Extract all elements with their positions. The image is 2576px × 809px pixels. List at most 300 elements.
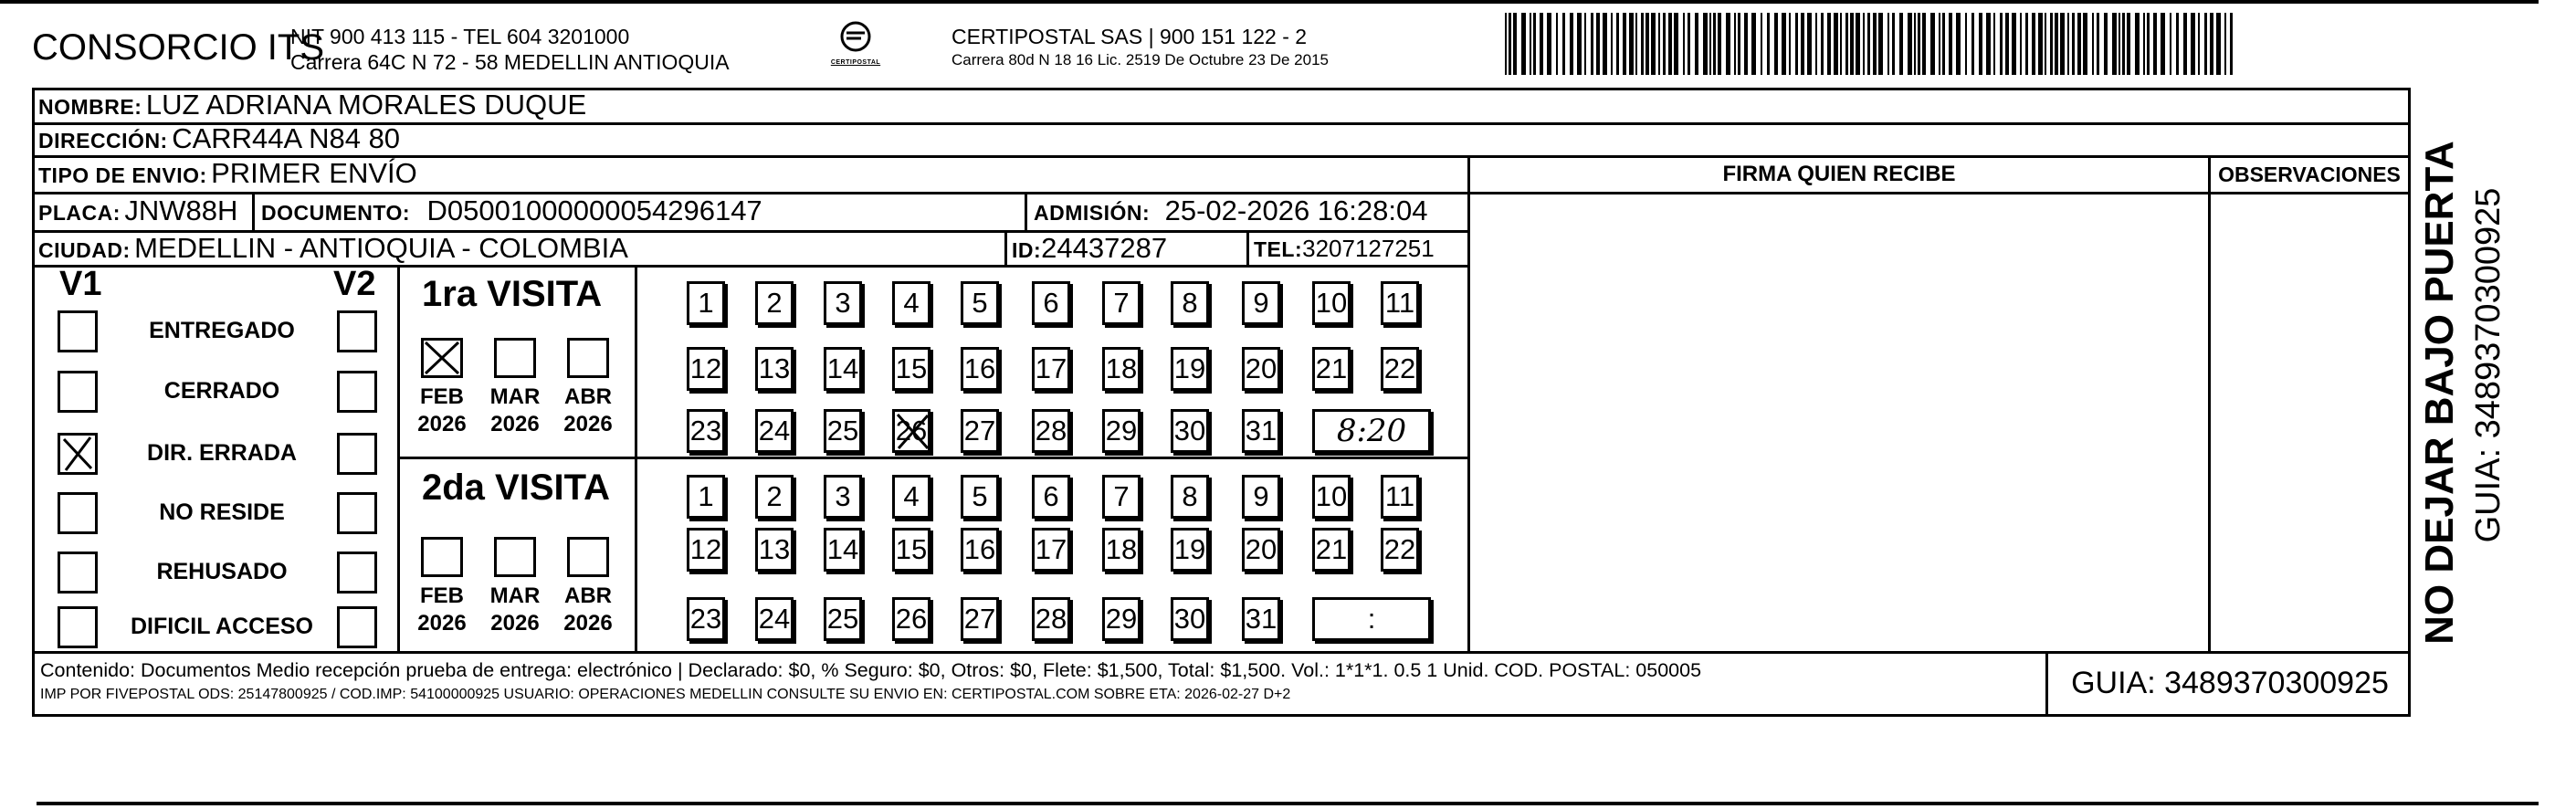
- day-box[interactable]: [1381, 347, 1419, 391]
- tel-row: [1254, 230, 1435, 271]
- logo-icon: [836, 20, 876, 55]
- month-label: [556, 583, 620, 637]
- v1-checkbox[interactable]: [58, 492, 98, 534]
- status-option-label: NO RESIDE: [159, 499, 285, 525]
- day-box[interactable]: [1312, 475, 1351, 519]
- barcode-bar: [2198, 13, 2200, 75]
- day-box[interactable]: [1102, 281, 1141, 325]
- barcode-bar: [1703, 13, 1708, 75]
- observations-header: OBSERVACIONES: [2218, 163, 2401, 186]
- day-box[interactable]: [961, 281, 999, 325]
- barcode-bar: [1856, 13, 1860, 75]
- day-box[interactable]: [1032, 347, 1070, 391]
- day-number: 8: [1182, 287, 1198, 319]
- day-box[interactable]: [687, 475, 725, 519]
- month-name: FEB: [420, 583, 464, 608]
- v1-label: V1: [59, 265, 102, 303]
- month-year: 2026: [563, 412, 613, 436]
- day-box[interactable]: [1032, 281, 1070, 325]
- barcode-bar: [2204, 13, 2207, 75]
- status-option-label: DIR. ERRADA: [147, 440, 297, 466]
- barcode-bar: [1801, 13, 1804, 75]
- v1-checkbox[interactable]: [58, 606, 98, 648]
- day-number: 4: [903, 480, 920, 512]
- day-box[interactable]: [1171, 347, 1209, 391]
- plate-value: JNW88H: [124, 194, 238, 226]
- imp-line: IMP POR FIVEPOSTAL ODS: 25147800925 / COD.IMP: 54100000925 USUARIO: OPERACIONES MEDELLIN CONSULTE SU ENVIO EN: CERTIPOSTAL.COM SOBRE ETA: 2026-02-27 D+2: [40, 687, 1291, 702]
- day-number: 28: [1035, 603, 1067, 635]
- barcode-bar: [1577, 13, 1582, 75]
- barcode: [1505, 13, 2235, 75]
- day-number: 4: [903, 287, 920, 319]
- day-box[interactable]: [1242, 597, 1280, 641]
- barcode-bar: [1603, 13, 1607, 75]
- col-line: [252, 192, 255, 232]
- col-line: [2208, 155, 2211, 654]
- day-number: 6: [1043, 287, 1059, 319]
- day-number: 27: [963, 415, 996, 447]
- col-line: [32, 88, 35, 717]
- day-box[interactable]: [1032, 475, 1070, 519]
- barcode-bar: [1863, 13, 1865, 75]
- barcode-bar: [2097, 13, 2099, 75]
- day-number: 12: [689, 533, 722, 565]
- barcode-bar: [1611, 13, 1613, 75]
- side-warning: NO DEJAR BAJO PUERTA: [2417, 141, 2462, 645]
- barcode-bar: [2170, 13, 2171, 75]
- month-name: ABR: [564, 384, 612, 409]
- barcode-bar: [2077, 13, 2081, 75]
- status-option-label: DIFICIL ACCESO: [130, 614, 313, 639]
- barcode-bar: [2127, 13, 2130, 75]
- barcode-bar: [1509, 13, 1511, 75]
- status-option-label: CERRADO: [163, 378, 280, 404]
- day-box[interactable]: [1242, 347, 1280, 391]
- address-value: CARR44A N84 80: [172, 122, 401, 154]
- barcode-bar: [1547, 13, 1551, 75]
- top-edge: [0, 0, 2539, 4]
- month-year: 2026: [490, 611, 540, 636]
- day-number: 31: [1245, 415, 1277, 447]
- logo-text: CERTIPOSTAL: [830, 59, 881, 66]
- month-label: [410, 583, 474, 637]
- document-row: [261, 192, 762, 236]
- day-box[interactable]: [1171, 475, 1209, 519]
- barcode-bar: [1939, 13, 1940, 75]
- month-year: 2026: [417, 611, 467, 636]
- barcode-bar: [1922, 13, 1926, 75]
- day-number: 9: [1253, 287, 1269, 319]
- barcode-bar: [1616, 13, 1619, 75]
- barcode-bar: [1930, 13, 1935, 75]
- month-checkbox[interactable]: [494, 537, 536, 577]
- barcode-bar: [2025, 13, 2028, 75]
- barcode-bar: [2119, 13, 2120, 75]
- second-visit-title: 2da VISITA: [422, 468, 610, 508]
- day-number: 30: [1173, 603, 1206, 635]
- day-box[interactable]: [1312, 347, 1351, 391]
- visit-divider: [397, 457, 1470, 459]
- barcode-bar: [1840, 13, 1842, 75]
- check-mark-icon: [424, 341, 460, 375]
- barcode-bar: [1584, 13, 1586, 75]
- barcode-bar: [1533, 13, 1536, 75]
- day-number: 26: [895, 603, 928, 635]
- barcode-bar: [2032, 13, 2035, 75]
- col-line: [1246, 230, 1249, 267]
- day-box[interactable]: [961, 475, 999, 519]
- day-number: 11: [1384, 480, 1415, 512]
- barcode-bar: [1713, 13, 1716, 75]
- barcode-bar: [1718, 13, 1721, 75]
- barcode-bar: [2060, 13, 2065, 75]
- day-box[interactable]: [1381, 281, 1419, 325]
- day-number: 7: [1113, 287, 1130, 319]
- day-box[interactable]: [1171, 528, 1209, 572]
- day-number: 8: [1182, 480, 1198, 512]
- month-year: 2026: [490, 412, 540, 436]
- day-box[interactable]: [755, 347, 794, 391]
- day-box[interactable]: [961, 597, 999, 641]
- courier-address: Carrera 80d N 18 16 Lic. 2519 De Octubre 23 De 2015: [952, 51, 1329, 68]
- day-box[interactable]: [892, 409, 931, 453]
- day-number: 7: [1113, 480, 1130, 512]
- barcode-bar: [2143, 13, 2145, 75]
- day-number: 21: [1315, 352, 1348, 384]
- courier-info: [952, 24, 1329, 71]
- day-box[interactable]: [1032, 409, 1070, 453]
- month-year: 2026: [417, 412, 467, 436]
- day-number: 22: [1383, 533, 1416, 565]
- day-box[interactable]: [1171, 597, 1209, 641]
- barcode-bar: [2183, 13, 2187, 75]
- barcode-bar: [1562, 13, 1565, 75]
- day-number: 18: [1105, 533, 1138, 565]
- v2-checkbox[interactable]: [337, 552, 377, 594]
- barcode-bar: [1738, 13, 1740, 75]
- day-box[interactable]: [1032, 597, 1070, 641]
- day-box[interactable]: [824, 597, 862, 641]
- barcode-bar: [1505, 13, 1507, 75]
- barcode-bar: [1867, 13, 1870, 75]
- barcode-bar: [1513, 13, 1517, 75]
- barcode-bar: [1530, 13, 1531, 75]
- address-label: DIRECCIÓN:: [38, 129, 168, 152]
- barcode-bar: [1635, 13, 1637, 75]
- barcode-bar: [2000, 13, 2003, 75]
- barcode-bar: [2020, 13, 2022, 75]
- barcode-bar: [2224, 13, 2226, 75]
- day-number: 31: [1245, 603, 1277, 635]
- barcode-bar: [1971, 13, 1974, 75]
- v2-checkbox[interactable]: [337, 492, 377, 534]
- day-box[interactable]: [687, 281, 725, 325]
- barcode-bar: [1942, 13, 1945, 75]
- day-number: 27: [963, 603, 996, 635]
- signature-header: FIRMA QUIEN RECIBE: [1722, 162, 1956, 186]
- barcode-bar: [1908, 13, 1912, 75]
- day-number: 26: [895, 415, 928, 447]
- barcode-bar: [2092, 13, 2094, 75]
- content-line: Contenido: Documentos Medio recepción prueba de entrega: electrónico | Declarado: $0, % Seguro: $0, Otros: $0, Flete: $1,500, Total: $1,500. Vol.: 1*1*1. 0.5 1 Unid. COD. POSTAL: 050005: [40, 659, 1702, 681]
- day-box[interactable]: [1242, 475, 1280, 519]
- day-number: 9: [1253, 480, 1269, 512]
- day-number: 24: [758, 415, 791, 447]
- month-label: [556, 383, 620, 438]
- barcode-bar: [1761, 13, 1762, 75]
- col-line: [397, 265, 400, 653]
- day-box[interactable]: [687, 347, 725, 391]
- barcode-bar: [1651, 13, 1656, 75]
- day-number: 21: [1315, 533, 1348, 565]
- day-box[interactable]: [755, 409, 794, 453]
- day-box[interactable]: [961, 528, 999, 572]
- col-line: [1467, 155, 1470, 654]
- barcode-bar: [2012, 13, 2016, 75]
- day-box[interactable]: [824, 409, 862, 453]
- barcode-bar: [1521, 13, 1526, 75]
- barcode-bar: [1663, 13, 1666, 75]
- barcode-bar: [2072, 13, 2075, 75]
- day-number: 5: [972, 287, 988, 319]
- first-visit-title: 1ra VISITA: [422, 274, 603, 314]
- time-box[interactable]: [1312, 597, 1431, 641]
- day-number: 17: [1035, 352, 1067, 384]
- bottom-edge: [37, 802, 2539, 805]
- day-box[interactable]: [892, 475, 931, 519]
- barcode-bar: [2083, 13, 2087, 75]
- type-value: PRIMER ENVÍO: [211, 157, 417, 189]
- barcode-bar: [1949, 13, 1952, 75]
- day-box[interactable]: [824, 281, 862, 325]
- col-line: [1004, 230, 1007, 267]
- v1-checkbox[interactable]: [58, 310, 98, 352]
- status-option-label: ENTREGADO: [149, 318, 295, 343]
- side-guia: GUIA: 3489370300925: [2469, 187, 2508, 543]
- barcode-bar: [1744, 13, 1748, 75]
- day-box[interactable]: [755, 281, 794, 325]
- day-box[interactable]: [892, 347, 931, 391]
- day-box[interactable]: [1102, 409, 1141, 453]
- barcode-bar: [2176, 13, 2179, 75]
- status-option-label: REHUSADO: [156, 559, 288, 584]
- day-number: 11: [1384, 287, 1415, 319]
- day-number: 19: [1173, 352, 1206, 384]
- day-number: 13: [758, 352, 791, 384]
- day-number: 25: [826, 415, 859, 447]
- barcode-bar: [2038, 13, 2043, 75]
- barcode-bar: [1596, 13, 1600, 75]
- time-value: 8:20: [1336, 413, 1407, 449]
- barcode-bar: [1815, 13, 1817, 75]
- id-label: ID:: [1012, 238, 1042, 262]
- id-value: 24437287: [1041, 232, 1168, 264]
- month-label: [410, 383, 474, 438]
- day-box[interactable]: [961, 409, 999, 453]
- day-number: 10: [1315, 480, 1348, 512]
- day-box[interactable]: [755, 597, 794, 641]
- barcode-bar: [2050, 13, 2053, 75]
- barcode-bar: [1827, 13, 1831, 75]
- day-box[interactable]: [1102, 347, 1141, 391]
- day-number: 29: [1105, 603, 1138, 635]
- day-number: 15: [895, 533, 928, 565]
- month-label: [483, 583, 547, 637]
- barcode-bar: [1993, 13, 1995, 75]
- barcode-bar: [2147, 13, 2150, 75]
- v2-checkbox[interactable]: [337, 310, 377, 352]
- tel-label: TEL:: [1254, 237, 1303, 261]
- v1-checkbox[interactable]: [58, 433, 98, 475]
- day-number: 1: [698, 480, 714, 512]
- barcode-bar: [1774, 13, 1778, 75]
- day-box[interactable]: [1312, 281, 1351, 325]
- barcode-bar: [1556, 13, 1558, 75]
- day-box[interactable]: [755, 528, 794, 572]
- barcode-bar: [1726, 13, 1730, 75]
- footer-guia: GUIA: 3489370300925: [2071, 666, 2389, 700]
- barcode-bar: [1892, 13, 1895, 75]
- day-box[interactable]: [1102, 528, 1141, 572]
- barcode-bar: [2230, 13, 2233, 75]
- day-number: 20: [1245, 533, 1277, 565]
- day-box[interactable]: [1171, 409, 1209, 453]
- barcode-bar: [1629, 13, 1634, 75]
- day-number: 16: [963, 352, 996, 384]
- barcode-bar: [1668, 13, 1672, 75]
- day-box[interactable]: [824, 347, 862, 391]
- day-box[interactable]: [1171, 281, 1209, 325]
- day-number: 13: [758, 533, 791, 565]
- col-header-line: [1470, 192, 2411, 194]
- tel-value: 3207127251: [1302, 235, 1435, 262]
- barcode-bar: [2045, 13, 2046, 75]
- day-box[interactable]: [687, 528, 725, 572]
- day-box[interactable]: [1381, 475, 1419, 519]
- barcode-bar: [1709, 13, 1711, 75]
- barcode-bar: [1887, 13, 1889, 75]
- barcode-bar: [1979, 13, 1982, 75]
- day-box[interactable]: [755, 475, 794, 519]
- day-number: 28: [1035, 415, 1067, 447]
- plate-label: PLACA:: [38, 201, 121, 225]
- time-value: :: [1367, 603, 1376, 635]
- barcode-bar: [1918, 13, 1920, 75]
- barcode-bar: [1821, 13, 1824, 75]
- barcode-bar: [1899, 13, 1903, 75]
- month-year: 2026: [563, 611, 613, 636]
- day-number: 2: [766, 287, 783, 319]
- day-box[interactable]: [892, 597, 931, 641]
- document-value: D05001000000054296147: [426, 194, 762, 226]
- day-number: 24: [758, 603, 791, 635]
- barcode-bar: [2104, 13, 2108, 75]
- admission-value: 25-02-2026 16:28:04: [1164, 194, 1428, 226]
- day-box[interactable]: [687, 409, 725, 453]
- day-box[interactable]: [1381, 528, 1419, 572]
- barcode-bar: [1734, 13, 1736, 75]
- v2-checkbox[interactable]: [337, 606, 377, 648]
- month-checkbox[interactable]: [567, 338, 609, 378]
- day-box[interactable]: [1032, 528, 1070, 572]
- barcode-bar: [2112, 13, 2117, 75]
- barcode-bar: [1658, 13, 1660, 75]
- barcode-bar: [1956, 13, 1961, 75]
- day-box[interactable]: [687, 597, 725, 641]
- v1-checkbox[interactable]: [58, 552, 98, 594]
- barcode-bar: [1873, 13, 1877, 75]
- barcode-bar: [1683, 13, 1685, 75]
- day-number: 3: [835, 287, 851, 319]
- month-checkbox[interactable]: [567, 537, 609, 577]
- month-checkbox[interactable]: [494, 338, 536, 378]
- v2-checkbox[interactable]: [337, 371, 377, 413]
- day-number: 15: [895, 352, 928, 384]
- day-number: 18: [1105, 352, 1138, 384]
- day-box[interactable]: [1102, 475, 1141, 519]
- city-label: CIUDAD:: [38, 238, 131, 262]
- day-box[interactable]: [892, 528, 931, 572]
- day-box[interactable]: [1312, 528, 1351, 572]
- day-number: 19: [1173, 533, 1206, 565]
- v1-checkbox[interactable]: [58, 371, 98, 413]
- day-box[interactable]: [1242, 528, 1280, 572]
- barcode-bar: [2216, 13, 2221, 75]
- col-line: [1025, 192, 1027, 232]
- company-info: [290, 24, 730, 75]
- day-box[interactable]: [1102, 597, 1141, 641]
- courier-line: CERTIPOSTAL SAS | 900 151 122 - 2: [952, 25, 1308, 48]
- barcode-bar: [1789, 13, 1791, 75]
- check-mark-icon: [60, 436, 95, 472]
- barcode-bar: [1767, 13, 1770, 75]
- day-number: 17: [1035, 533, 1067, 565]
- barcode-bar: [1850, 13, 1854, 75]
- day-number: 23: [689, 603, 722, 635]
- v2-checkbox[interactable]: [337, 433, 377, 475]
- month-checkbox[interactable]: [421, 537, 463, 577]
- barcode-bar: [2067, 13, 2069, 75]
- day-box[interactable]: [1242, 409, 1280, 453]
- day-box[interactable]: [824, 475, 862, 519]
- barcode-bar: [1914, 13, 1916, 75]
- barcode-bar: [1623, 13, 1626, 75]
- month-checkbox[interactable]: [421, 338, 463, 378]
- certipostal-logo: [826, 20, 885, 66]
- day-box[interactable]: [1242, 281, 1280, 325]
- cross-mark-icon: [895, 412, 931, 452]
- day-number: 23: [689, 415, 722, 447]
- time-box[interactable]: [1312, 409, 1431, 453]
- barcode-bar: [2005, 13, 2009, 75]
- day-number: 6: [1043, 480, 1059, 512]
- day-number: 5: [972, 480, 988, 512]
- day-box[interactable]: [892, 281, 931, 325]
- day-box[interactable]: [824, 528, 862, 572]
- address-line: Carrera 64C N 72 - 58 MEDELLIN ANTIOQUIA: [290, 50, 730, 74]
- day-box[interactable]: [961, 347, 999, 391]
- document-label: DOCUMENTO:: [261, 201, 411, 225]
- day-number: 14: [826, 352, 859, 384]
- day-number: 2: [766, 480, 783, 512]
- col-line: [2408, 88, 2411, 717]
- barcode-bar: [1795, 13, 1798, 75]
- barcode-bar: [1878, 13, 1883, 75]
- barcode-bar: [1688, 13, 1690, 75]
- day-number: 12: [689, 352, 722, 384]
- plate-row: [38, 192, 237, 236]
- v2-label: V2: [333, 265, 376, 303]
